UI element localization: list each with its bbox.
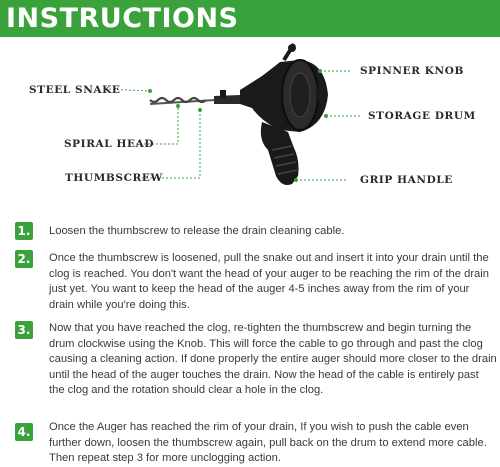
page-title: INSTRUCTIONS	[6, 3, 239, 34]
step-text: Once the Auger has reached the rim of your drain, If you wish to push the cable even further down, loosen the thumbscrew again, pull back on the drum to extend more cable. Then repeat step 3 for more unclogging action.	[49, 421, 487, 464]
step-number-badge: 3.	[15, 321, 33, 339]
step-text: Once the thumbscrew is loosened, pull the snake out and insert it into your drain until the clog is reached. You don't want the head of your auger to be reaching the rim of the drain just yet. You want to keep the head of the auger 4-5 inches away from the rim of your drain while you're doing this.	[49, 252, 489, 311]
label-thumbscrew: THUMBSCREW	[65, 172, 163, 184]
label-spinner-knob: SPINNER KNOB	[360, 65, 464, 77]
step-number-badge: 2.	[15, 250, 33, 268]
label-steel-snake: STEEL SNAKE	[29, 84, 121, 96]
step-number-badge: 4.	[15, 423, 33, 441]
step-number-badge: 1.	[15, 222, 33, 240]
step-text: Loosen the thumbscrew to release the drain cleaning cable.	[49, 225, 345, 237]
step-text: Now that you have reached the clog, re-tighten the thumbscrew and begin turning the drum clockwise using the Knob. This will force the cable to go through and past the clog causing a cleaning action. If done properly the entire auger should more closer to the drain until the head of the auger touches the drain. Now the head of the cable is entirely past the clog and the rotation should clear a hole in the clog.	[49, 322, 497, 396]
label-grip-handle: GRIP HANDLE	[360, 174, 453, 186]
label-spiral-head: SPIRAL HEAD	[64, 138, 155, 150]
label-storage-drum: STORAGE DRUM	[368, 110, 476, 122]
